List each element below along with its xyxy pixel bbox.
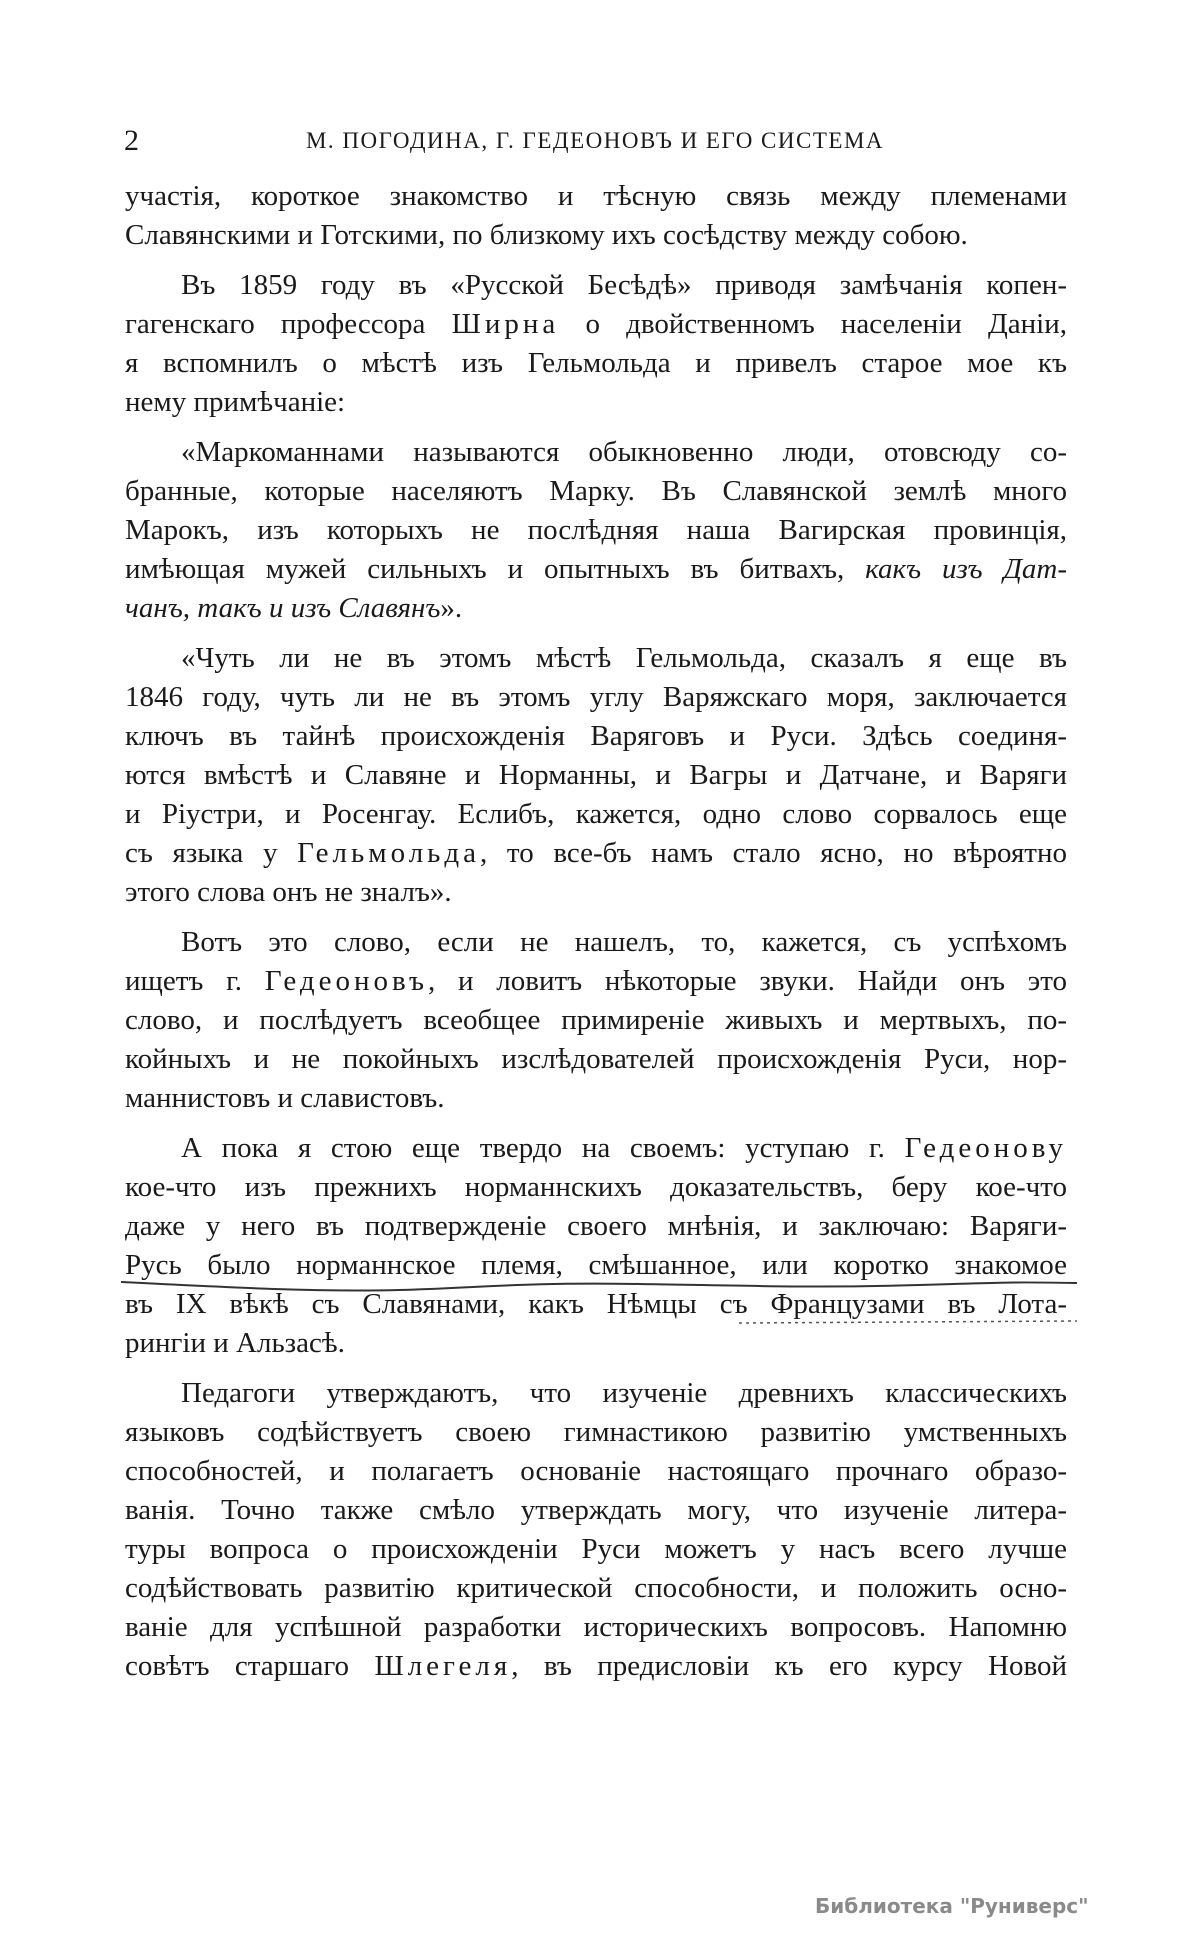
line-text: Въ 1859 году въ «Русской Бесѣдѣ» приводя замѣчанія копен- — [181, 269, 1067, 301]
text-line — [125, 923, 1067, 962]
line-text: маннистовъ и славистовъ. — [125, 1082, 445, 1114]
text-line — [125, 1285, 1067, 1324]
spaced-name: Гельмольда — [297, 837, 481, 869]
text-line — [125, 717, 1067, 756]
text-line — [125, 1452, 1067, 1491]
paragraph — [125, 433, 1067, 628]
line-text: даже у него въ подтвержденіе своего мнѣнія, и заключаю: Варяги- — [125, 1210, 1067, 1242]
text-line — [125, 433, 1067, 472]
spaced-name: Гедеоновъ — [264, 965, 428, 997]
line-text: , то все-бъ намъ стало ясно, но вѣроятно — [480, 837, 1067, 869]
line-text: кое-что изъ прежнихъ норманнскихъ доказательствъ, беру кое-что — [125, 1171, 1067, 1203]
line-text: этого слова онъ не зналъ». — [125, 876, 452, 908]
text-line — [125, 177, 1067, 216]
text-line — [125, 1040, 1067, 1079]
text-line — [125, 589, 1067, 628]
line-text: ваніе для успѣшной разработки историческихъ вопросовъ. Напомню — [125, 1611, 1067, 1643]
text-line — [125, 1246, 1067, 1285]
text-line — [125, 1608, 1067, 1647]
text-line — [125, 639, 1067, 678]
line-text: совѣтъ старшаго — [125, 1650, 375, 1682]
line-text: койныхъ и не покойныхъ изслѣдователей происхожденія Руси, нор- — [125, 1043, 1067, 1075]
line-text: «Чуть ли не въ этомъ мѣстѣ Гельмольда, сказалъ я еще въ — [181, 642, 1067, 674]
line-text: я вспомнилъ о мѣстѣ изъ Гельмольда и привелъ старое мое къ — [125, 347, 1067, 379]
paragraph — [125, 177, 1067, 255]
text-line — [125, 1129, 1067, 1168]
line-text: Вотъ это слово, если не нашелъ, то, кажется, съ успѣхомъ — [181, 926, 1067, 958]
text-line — [125, 1324, 1067, 1363]
line-text: ключъ въ тайнѣ происхожденія Варяговъ и Руси. Здѣсь соединя- — [125, 720, 1067, 752]
line-text: , въ предисловіи къ его курсу Новой — [511, 1650, 1068, 1682]
line-text: ванія. Точно также смѣло утверждать могу, что изученіе литера- — [125, 1494, 1067, 1526]
spaced-name: Шлегеля — [374, 1650, 512, 1682]
line-text: 1846 году, чуть ли не въ этомъ углу Варяжскаго моря, заключается — [125, 681, 1067, 713]
text-line — [125, 550, 1067, 589]
text-line — [125, 678, 1067, 717]
line-text: рингіи и Альзасѣ. — [125, 1327, 345, 1359]
line-text: гагенскаго профессора — [125, 308, 452, 340]
italic-text: чанъ, такъ и изъ Славянъ — [125, 592, 441, 624]
line-text: ищетъ г. — [125, 965, 265, 997]
line-text: ». — [440, 592, 463, 624]
line-text: , и ловитъ нѣкоторые звуки. Найди онъ это — [427, 965, 1068, 997]
text-line — [125, 1491, 1067, 1530]
body-text — [125, 177, 1067, 1686]
running-header: М. ПОГОДИНА, Г. ГЕДЕОНОВЪ И ЕГО СИСТЕМА — [305, 128, 885, 153]
line-text: въ IX вѣкѣ съ Славянами, какъ Нѣмцы съ Французами въ Лота- — [125, 1288, 1067, 1320]
text-line — [125, 1530, 1067, 1569]
italic-text: какъ изъ Дат- — [865, 553, 1067, 585]
text-line — [125, 216, 1067, 255]
line-text: Марокъ, изъ которыхъ не послѣдняя наша Вагирская провинція, — [125, 514, 1067, 546]
text-line — [125, 873, 1067, 912]
text-line — [125, 344, 1067, 383]
paragraph — [125, 266, 1067, 422]
text-line — [125, 305, 1067, 344]
spaced-name: Гедеонову — [904, 1132, 1067, 1164]
line-text: нему примѣчаніе: — [125, 386, 346, 418]
line-text: туры вопроса о происхожденіи Руси можетъ у насъ всего лучше — [125, 1533, 1067, 1565]
line-text: способностей, и полагаетъ основаніе настоящаго прочнаго образо- — [125, 1455, 1067, 1487]
line-text: Славянскими и Готскими, по близкому ихъ сосѣдству между собою. — [125, 219, 968, 251]
text-line — [125, 383, 1067, 422]
text-line — [125, 1374, 1067, 1413]
text-line — [125, 962, 1067, 1001]
line-text: А пока я стою еще твердо на своемъ: уступаю г. — [181, 1132, 905, 1164]
line-text: бранные, которые населяютъ Марку. Въ Славянской землѣ много — [125, 475, 1067, 507]
library-watermark: Библиотека "Руниверс" — [815, 1894, 1089, 1918]
line-text: и Ріустри, и Росенгау. Еслибъ, кажется, одно слово сорвалось еще — [125, 798, 1067, 830]
line-text: ются вмѣстѣ и Славяне и Норманны, и Вагры и Датчане, и Варяги — [125, 759, 1067, 791]
text-line — [125, 834, 1067, 873]
text-line — [125, 1079, 1067, 1118]
text-line — [125, 472, 1067, 511]
line-text: «Маркоманнами называются обыкновенно люди, отовсюду со- — [181, 436, 1067, 468]
text-line — [125, 1168, 1067, 1207]
text-line — [125, 266, 1067, 305]
line-text: содѣйствовать развитію критической способности, и положить осно- — [125, 1572, 1067, 1604]
paragraph — [125, 1374, 1067, 1686]
text-line — [125, 1647, 1067, 1686]
text-line — [125, 1001, 1067, 1040]
spaced-name: Ширна — [451, 308, 560, 340]
text-line — [125, 511, 1067, 550]
line-text: слово, и послѣдуетъ всеобщее примиреніе живыхъ и мертвыхъ, по- — [125, 1004, 1067, 1036]
line-text: Русь было норманнское племя, смѣшанное, или коротко знакомое — [125, 1249, 1067, 1281]
paragraph — [125, 1129, 1067, 1363]
line-text: съ языка у — [125, 837, 298, 869]
text-line — [125, 1413, 1067, 1452]
page-number: 2 — [124, 124, 139, 157]
paragraph — [125, 639, 1067, 912]
line-text: имѣющая мужей сильныхъ и опытныхъ въ битвахъ, — [125, 553, 866, 585]
paragraph — [125, 923, 1067, 1118]
text-line — [125, 756, 1067, 795]
line-text: о двойственномъ населеніи Даніи, — [559, 308, 1067, 340]
line-text: участія, короткое знакомство и тѣсную связь между племенами — [125, 180, 1067, 212]
text-line — [125, 1569, 1067, 1608]
text-line — [125, 795, 1067, 834]
line-text: Педагоги утверждаютъ, что изученіе древнихъ классическихъ — [181, 1377, 1067, 1409]
line-text: языковъ содѣйствуетъ своею гимнастикою развитію умственныхъ — [125, 1416, 1067, 1448]
text-line — [125, 1207, 1067, 1246]
